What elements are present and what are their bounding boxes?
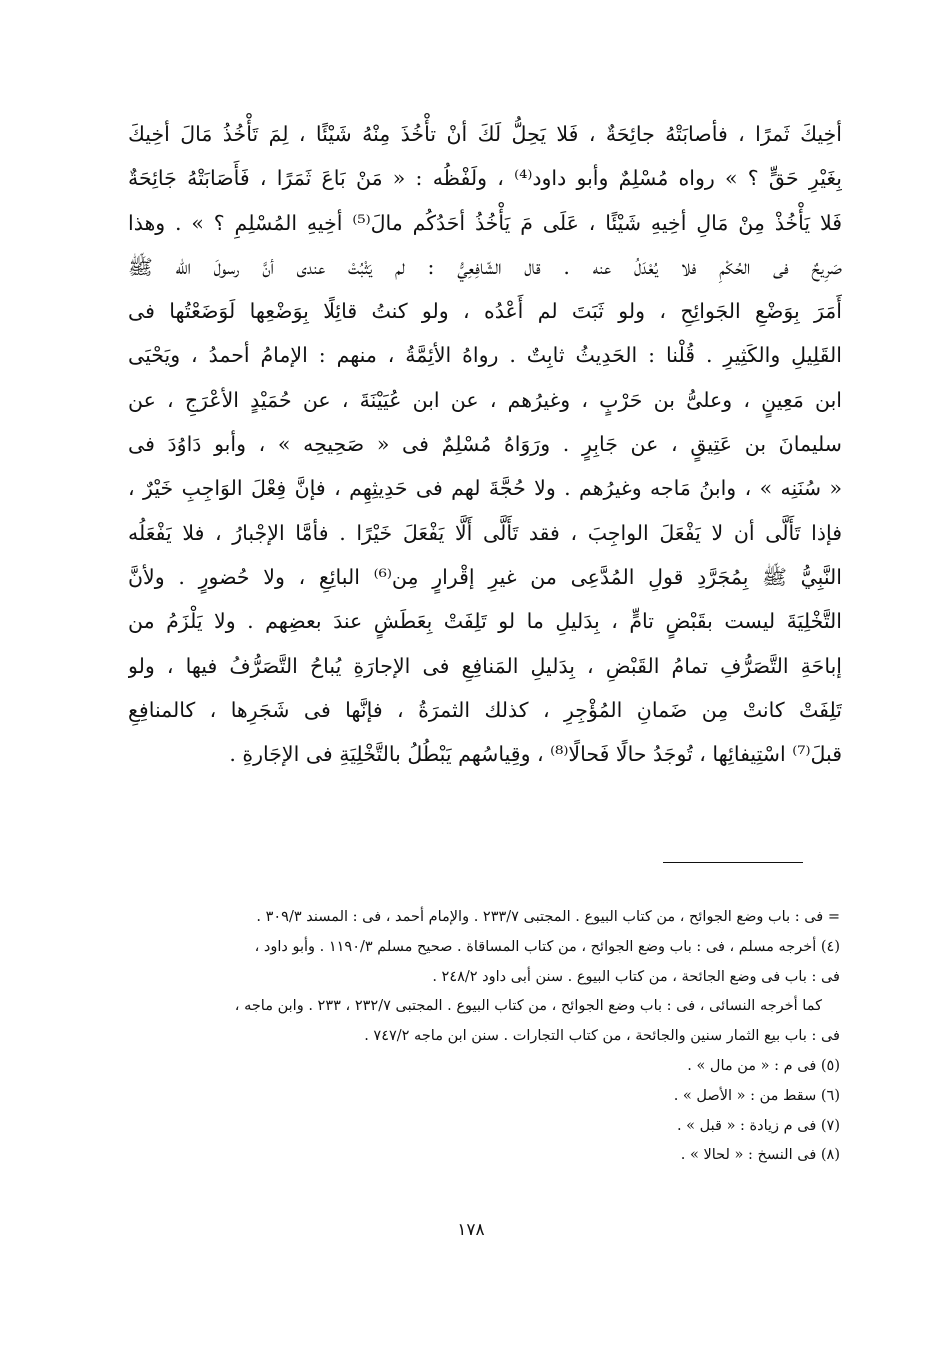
footnote-line: (٨) فى النسخ : « لحالا » . <box>680 1147 840 1164</box>
main-text-line: صَرِيحٌ فى الحُكْمِ فلا يُعْدَلُ عنه . قال الشّافِعِيُّ : لم يَثْبُتْ عندى أنَّ رسولَ الله ﷺ <box>128 254 842 279</box>
footnote-line: (٦) سقط من : « الأصل » . <box>673 1087 840 1104</box>
footnote-line: (٥) فى م : « من مال » . <box>687 1057 840 1074</box>
main-text-line: أخِيكَ ثَمرًا ، فأصابَتْهُ جائِحَةٌ ، فَلا يَحِلُّ لَكَ أنْ تأْخُذَ مِنْهُ شَيْئًا ، لِمَ تَأْخُذُ مَالَ أخِيكَ <box>128 122 842 146</box>
footnote-line: (٧) فى م زيادة : « قبل » . <box>676 1117 840 1134</box>
footnote-line: = فى : باب وضع الجوائح ، من كتاب البيوع . المجتبى ٢٣٣/٧ . والإمام أحمد ، فى : المسند ٣٠٩/٣ . <box>256 909 840 925</box>
footnote-line: كما أخرجه النسائى ، فى : باب وضع الجوائح ، من كتاب البيوع . المجتبى ٢٣٢/٧ ، ٢٣٣ . وابن ماجه ، <box>234 998 822 1015</box>
main-text-line: قبلَ⁽⁷⁾ اسْتِيفائِها ، تُوجَدُ حالًا فَحالًا⁽⁸⁾ ، وقِياسُهم يَبْطُلُ بالتَّخْلِيَةِ فى الإجَارةِ . <box>229 742 842 767</box>
main-text-line: سليمانَ بن عَتِيقٍ ، عن جَابِرٍ . ورَوَاهُ مُسْلِمٌ فى « صَحِيحِه » ، وأبو دَاوُدَ فى <box>128 432 842 457</box>
main-text-line: ابن مَعِينٍ ، وعلىُّ بن حَرْبٍ ، وغيرُهم ، عن ابن عُيَيْنَةَ ، عن حُمَيْدٍ الأعْرَجِ ، عن <box>128 387 842 412</box>
main-text-line: تَلِفَتْ كانتْ مِن ضَمانِ المُؤْجِرِ ، كذلك الثمرَةُ ، فإنَّها فى شَجَرِها ، كالمنافِعِ <box>128 697 842 722</box>
main-text-line: التَّخْلِيَةَ ليست بقَبْضٍ تامٍّ ، بِدَليلِ ما لو تَلِفَتْ بِعَطَشٍ عندَ بعضِهم . ولا يَلْزَمُ من <box>128 609 842 634</box>
footnote-line: فى : باب بيع الثمار سنين والجائحة ، من كتاب التجارات . سنن ابن ماجه ٧٤٧/٢ . <box>364 1028 840 1045</box>
main-text-line: « سُنَنِه » ، وابنُ مَاجه وغيرُهم . ولا حُجَّةَ لهم فى حَدِيثِهِم ، فإنَّ فِعْلَ الوَاجِبِ خَيْرٌ ، <box>128 476 842 501</box>
main-text-line: القَلِيلِ والكَثِيرِ . قُلْنا : الحَدِيثُ ثابِتٌ . رواهُ الأئِمَّةُ ، منهم : الإمامُ أحمدُ ، ويَحْيَى <box>128 343 842 368</box>
main-text-line: النَّبِيُّ ﷺ بِمُجَرَّدِ قولِ المُدَّعِى من غيرِ إقْرارٍ مِن⁽⁶⁾ البائِعِ ، ولا حُضورٍ . ولأنَّ <box>128 564 842 589</box>
main-text-line: إباحَةِ التَّصَرُّفِ تمامُ القَبْضِ ، بِدَليلِ المَنافِعِ فى الإجارَةِ يُباحُ التَّصَرُّفُ فيها ، ولو <box>128 653 842 678</box>
footnote-line: (٤) أخرجه مسلم ، فى : باب وضع الجوائح ، من كتاب المساقاة . صحيح مسلم ١١٩٠/٣ . وأبو داود ، <box>254 938 840 955</box>
main-text-line: بِغَيْرِ حَقٍّ ؟ » رواه مُسْلِمٌ وأبو داود⁽⁴⁾ ، ولَفْظُه : « مَنْ بَاعَ ثَمَرًا ، فَأَصَابَتْهُ جَائِحَةٌ <box>128 166 842 191</box>
main-text-line: أَمَرَ بِوَضْعِ الجَوائِحِ ، ولو ثَبَتَ لم أَعْدُه ، ولو كنتُ قائِلًا بِوَضْعِها لَوَضَعْتُها فى <box>128 299 842 324</box>
footnotes <box>128 903 840 1171</box>
footnote-separator <box>663 862 803 863</box>
page-number: ١٧٨ <box>457 1220 485 1240</box>
main-text-body <box>128 112 842 776</box>
footnote-line: فى : باب فى وضع الجائحة ، من كتاب البيوع . سنن أبى داود ٢٤٨/٢ . <box>432 968 840 985</box>
main-text-line: فَلا يَأْخُذْ مِنْ مَالِ أخِيهِ شَيْئًا ، عَلَى مَ يَأْخُذُ أحَدُكُم مالَ⁽⁵⁾ أخِيهِ المُسْلِمِ ؟ » . وهذا <box>128 210 842 235</box>
main-text-line: فإذا تَأَلَّى أن لا يَفْعَلَ الواجِبَ ، فقد تَأَلَّى أَلَّا يَفْعَلَ خَيْرًا . فأمَّا الإجْبارُ ، فلا يَفْعَلُه <box>128 520 842 545</box>
